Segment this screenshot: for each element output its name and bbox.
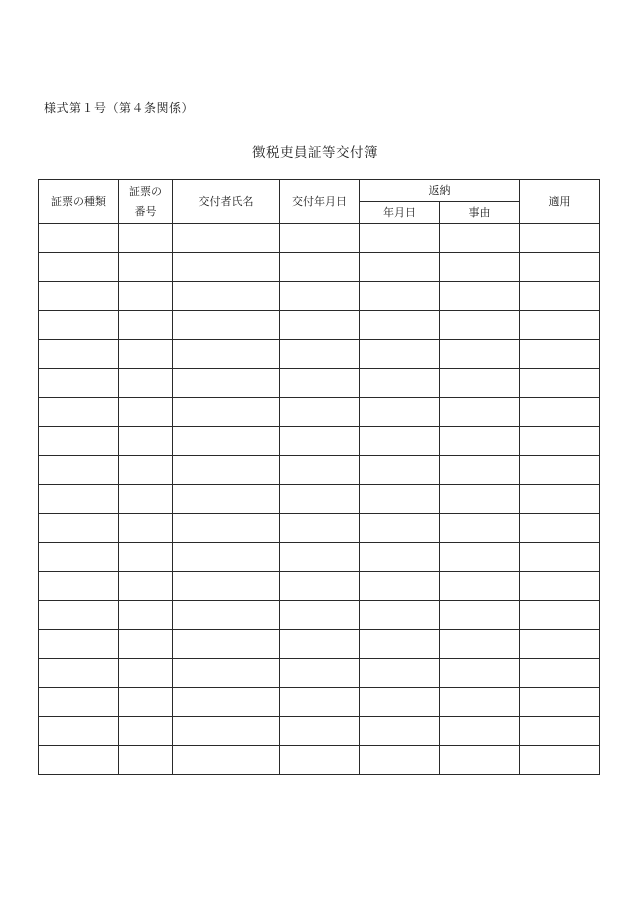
table-cell <box>520 340 600 369</box>
table-cell <box>520 369 600 398</box>
table-cell <box>39 659 119 688</box>
table-row <box>39 543 600 572</box>
table-row <box>39 398 600 427</box>
table-cell <box>119 427 173 456</box>
table-cell <box>280 601 360 630</box>
table-cell <box>173 717 280 746</box>
table-cell <box>360 369 440 398</box>
table-cell <box>280 311 360 340</box>
table-cell <box>360 659 440 688</box>
table-cell <box>520 514 600 543</box>
table-cell <box>39 717 119 746</box>
table-cell <box>280 688 360 717</box>
table-cell <box>173 369 280 398</box>
table-cell <box>520 543 600 572</box>
table-cell <box>520 282 600 311</box>
table-cell <box>119 572 173 601</box>
table-cell <box>173 253 280 282</box>
table-cell <box>520 398 600 427</box>
table-cell <box>280 543 360 572</box>
table-cell <box>119 514 173 543</box>
table-row <box>39 630 600 659</box>
table-cell <box>360 253 440 282</box>
table-cell <box>360 311 440 340</box>
table-cell <box>520 311 600 340</box>
table-cell <box>119 659 173 688</box>
table-cell <box>119 340 173 369</box>
table-row <box>39 601 600 630</box>
table-cell <box>280 398 360 427</box>
table-cell <box>173 601 280 630</box>
table-cell <box>440 282 520 311</box>
table-cell <box>39 224 119 253</box>
document-title: 徴税吏員証等交付簿 <box>252 145 378 161</box>
table-cell <box>119 311 173 340</box>
table-cell <box>173 456 280 485</box>
table-cell <box>173 543 280 572</box>
table-cell <box>360 427 440 456</box>
table-row <box>39 485 600 514</box>
table-cell <box>520 427 600 456</box>
table-row <box>39 253 600 282</box>
table-cell <box>39 630 119 659</box>
table-cell <box>39 369 119 398</box>
header-certificate-number-line2: 番号 <box>134 204 157 218</box>
table-cell <box>280 224 360 253</box>
table-cell <box>39 572 119 601</box>
table-cell <box>280 340 360 369</box>
table-cell <box>119 630 173 659</box>
table-cell <box>39 456 119 485</box>
table-cell <box>119 485 173 514</box>
table-cell <box>39 340 119 369</box>
table-cell <box>173 340 280 369</box>
header-issue-date: 交付年月日 <box>280 180 360 224</box>
table-cell <box>440 601 520 630</box>
table-cell <box>280 630 360 659</box>
table-cell <box>360 282 440 311</box>
table-cell <box>360 630 440 659</box>
table-cell <box>520 746 600 775</box>
table-cell <box>280 514 360 543</box>
table-cell <box>440 427 520 456</box>
table-cell <box>39 688 119 717</box>
table-row <box>39 224 600 253</box>
table-cell <box>39 514 119 543</box>
table-cell <box>280 485 360 514</box>
table-cell <box>280 746 360 775</box>
table-cell <box>440 659 520 688</box>
table-cell <box>280 253 360 282</box>
table-cell <box>173 485 280 514</box>
table-cell <box>520 688 600 717</box>
table-cell <box>360 717 440 746</box>
table-row <box>39 717 600 746</box>
header-certificate-number-line1: 証票の <box>129 184 162 198</box>
header-return-date: 年月日 <box>360 202 440 224</box>
table-cell <box>520 717 600 746</box>
table-cell <box>360 543 440 572</box>
table-row <box>39 746 600 775</box>
table-cell <box>39 282 119 311</box>
table-cell <box>360 746 440 775</box>
table-cell <box>39 311 119 340</box>
table-cell <box>520 224 600 253</box>
table-cell <box>173 398 280 427</box>
header-return: 返納 <box>360 180 520 202</box>
table-cell <box>360 601 440 630</box>
table-cell <box>173 224 280 253</box>
table-cell <box>39 485 119 514</box>
table-row <box>39 369 600 398</box>
table-cell <box>280 369 360 398</box>
header-certificate-number <box>119 180 173 224</box>
form-label: 様式第１号（第４条関係） <box>44 101 195 115</box>
table-cell <box>440 224 520 253</box>
table-cell <box>440 572 520 601</box>
table-cell <box>520 572 600 601</box>
table-cell <box>360 688 440 717</box>
table-cell <box>520 485 600 514</box>
table-cell <box>119 601 173 630</box>
table-cell <box>440 456 520 485</box>
table-cell <box>173 688 280 717</box>
table-cell <box>360 572 440 601</box>
table-cell <box>173 427 280 456</box>
table-cell <box>440 514 520 543</box>
table-cell <box>440 398 520 427</box>
table-cell <box>119 224 173 253</box>
table-cell <box>520 630 600 659</box>
table-row <box>39 514 600 543</box>
register-body <box>39 224 600 775</box>
table-cell <box>280 427 360 456</box>
table-row <box>39 311 600 340</box>
table-cell <box>119 398 173 427</box>
table-row <box>39 282 600 311</box>
table-cell <box>440 717 520 746</box>
table-cell <box>173 630 280 659</box>
table-cell <box>119 456 173 485</box>
table-cell <box>440 688 520 717</box>
table-cell <box>520 659 600 688</box>
table-row <box>39 659 600 688</box>
table-cell <box>39 253 119 282</box>
header-remarks: 適用 <box>520 180 600 224</box>
table-cell <box>280 572 360 601</box>
table-cell <box>440 630 520 659</box>
table-cell <box>440 340 520 369</box>
table-cell <box>520 456 600 485</box>
issuance-register-table <box>38 179 600 775</box>
table-row <box>39 427 600 456</box>
header-certificate-type: 証票の種類 <box>39 180 119 224</box>
table-cell <box>440 485 520 514</box>
table-cell <box>39 398 119 427</box>
header-return-reason: 事由 <box>440 202 520 224</box>
table-cell <box>280 659 360 688</box>
table-cell <box>360 456 440 485</box>
table-cell <box>119 369 173 398</box>
table-cell <box>119 717 173 746</box>
table-cell <box>173 746 280 775</box>
table-cell <box>119 746 173 775</box>
table-cell <box>119 543 173 572</box>
table-row <box>39 688 600 717</box>
table-cell <box>440 253 520 282</box>
table-cell <box>173 514 280 543</box>
table-cell <box>440 746 520 775</box>
table-cell <box>280 717 360 746</box>
table-cell <box>119 253 173 282</box>
table-cell <box>280 282 360 311</box>
table-cell <box>39 543 119 572</box>
table-cell <box>119 688 173 717</box>
table-cell <box>360 485 440 514</box>
table-row <box>39 340 600 369</box>
table-cell <box>280 456 360 485</box>
table-cell <box>39 427 119 456</box>
table-cell <box>119 282 173 311</box>
header-recipient-name: 交付者氏名 <box>173 180 280 224</box>
table-row <box>39 456 600 485</box>
table-cell <box>360 224 440 253</box>
table-row <box>39 572 600 601</box>
table-cell <box>39 601 119 630</box>
table-cell <box>520 601 600 630</box>
table-cell <box>173 572 280 601</box>
table-cell <box>360 340 440 369</box>
table-cell <box>173 282 280 311</box>
table-cell <box>360 398 440 427</box>
table-cell <box>440 543 520 572</box>
table-cell <box>440 369 520 398</box>
table-cell <box>39 746 119 775</box>
table-cell <box>520 253 600 282</box>
table-cell <box>440 311 520 340</box>
table-cell <box>173 659 280 688</box>
table-cell <box>360 514 440 543</box>
table-cell <box>173 311 280 340</box>
